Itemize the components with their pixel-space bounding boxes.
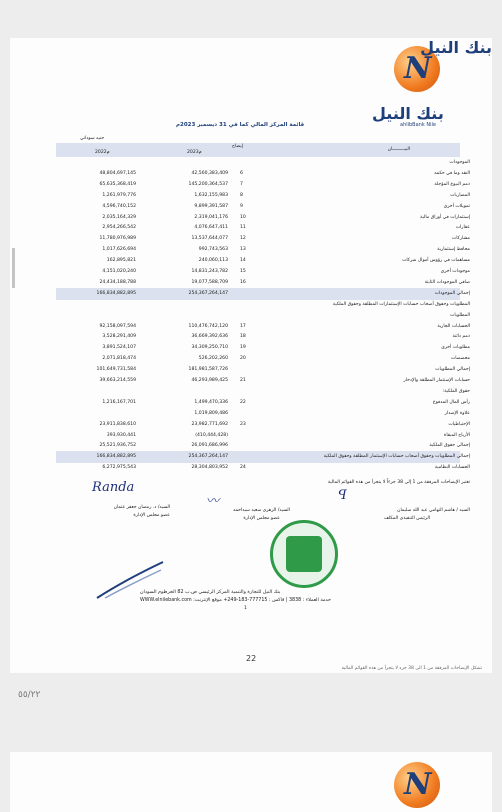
scrollbar-handle[interactable] xyxy=(12,248,15,288)
row-note: 12 xyxy=(240,236,246,241)
row-value-2023: 181,981,587,726 xyxy=(188,367,228,372)
row-value-2023: 1,632,155,983 xyxy=(194,193,228,198)
side-page-counter: ٥٥/٢٢ xyxy=(18,690,41,700)
row-label: الموجودات xyxy=(449,160,470,165)
row-value-2022: 39,663,214,559 xyxy=(99,378,136,383)
currency-note: جنيه سوداني xyxy=(80,136,105,141)
row-label: إجمالي المطلوبات xyxy=(435,367,470,372)
row-value-2023: 4,076,647,411 xyxy=(194,225,228,230)
row-label: ذمم البيوع المؤجلة xyxy=(434,182,470,187)
row-label: إجمالي المطلوبات وحقوق أصحاب حسابات الإستثمار المطلقة وحقوق الملكية xyxy=(323,454,470,459)
row-value-2022: 2,954,266,542 xyxy=(102,225,136,230)
row-value-2023: 254,367,264,147 xyxy=(188,291,228,296)
row-note: 10 xyxy=(240,215,246,220)
notes-line: تعتبر الإيضاحات المرفقة من 1 إلى 38 جزءاً لا يتجزأ من هذه القوائم المالية xyxy=(327,480,470,485)
row-note: 18 xyxy=(240,334,246,339)
row-value-2022: 48,804,697,145 xyxy=(99,171,136,176)
row-label: النقد وما في حكمه xyxy=(434,171,470,176)
row-value-2023: 36,669,392,636 xyxy=(191,334,228,339)
row-value-2023: 26,091,686,996 xyxy=(191,443,228,448)
row-value-2023: 254,367,264,147 xyxy=(188,454,228,459)
row-value-2022: 11,780,976,989 xyxy=(99,236,136,241)
row-label: الإحتياطيات xyxy=(448,422,470,427)
row-value-2022: 2,071,818,474 xyxy=(102,356,136,361)
row-value-2022: 1,261,979,776 xyxy=(102,193,136,198)
sig2-role: عضو مجلس الإدارة xyxy=(243,516,280,521)
row-value-2022: 3,528,291,409 xyxy=(102,334,136,339)
row-note: 23 xyxy=(240,422,246,427)
row-note: 20 xyxy=(240,356,246,361)
bank-name-ar: بنك النيل xyxy=(372,104,444,123)
row-value-2023: 992,743,563 xyxy=(198,247,228,252)
footer-line2: خدمة العملاء : 3838 | فاكس : 777715-183-249+ موقع الإنترنت: WWW.elnilebank.com xyxy=(140,598,332,603)
sig1-role: الرئيس التنفيذي المكلف xyxy=(384,516,430,521)
row-value-2022: 166,834,882,895 xyxy=(96,291,136,296)
footer-page-mark: 1 xyxy=(244,606,247,611)
row-value-2022: 25,521,936,752 xyxy=(99,443,136,448)
row-value-2023: 240,060,113 xyxy=(198,258,228,263)
col-2023-header: 2023م xyxy=(187,150,202,155)
row-value-2022: 4,151,020,240 xyxy=(102,269,136,274)
col-item-header: البيـــــــــان xyxy=(387,147,410,152)
row-value-2023: 42,560,383,409 xyxy=(191,171,228,176)
row-value-2023: 13,537,644,077 xyxy=(191,236,228,241)
row-label: الأرباح المبقاة xyxy=(443,433,470,438)
row-value-2023: 14,831,243,782 xyxy=(191,269,228,274)
bank-logo-icon: N xyxy=(394,46,440,92)
row-value-2022: 92,158,097,594 xyxy=(99,324,136,329)
sig1-name: السيد / هاشم التهامي عبد الله سليمان xyxy=(397,508,470,513)
row-label: مخصصات xyxy=(450,356,470,361)
row-value-2023: 2,319,041,176 xyxy=(194,215,228,220)
row-note: 8 xyxy=(240,193,243,198)
row-note: 24 xyxy=(240,465,246,470)
row-label: المطلوبات وحقوق أصحاب حسابات الإستثمارات المطلقة وحقوق الملكية xyxy=(332,302,470,307)
row-label: عقارات xyxy=(455,225,470,230)
col-note-header: إيضاح xyxy=(232,144,243,149)
row-value-2023: 9,899,391,587 xyxy=(194,204,228,209)
row-value-2023: 1,499,470,336 xyxy=(194,400,228,405)
row-value-2022: 6,272,975,543 xyxy=(102,465,136,470)
row-label: علاوة الإصدار xyxy=(444,411,470,416)
row-value-2022: 162,895,821 xyxy=(106,258,136,263)
sig3-name: السيد/ د. رمضان جعفر عثمان xyxy=(113,505,170,510)
row-value-2023: 145,200,364,537 xyxy=(188,182,228,187)
row-note: 15 xyxy=(240,269,246,274)
row-value-2022: 23,911,838,610 xyxy=(99,422,136,427)
col-2022-header: 2022م xyxy=(95,150,110,155)
row-value-2022: 393,930,441 xyxy=(106,433,136,438)
row-value-2022: 166,834,882,895 xyxy=(96,454,136,459)
row-value-2023: 1,019,809,486 xyxy=(194,411,228,416)
footer-line1: بنك النيل للتجارة والتنمية المركز الرئيسي ص.ب 82 الخرطوم السودان xyxy=(140,590,281,595)
page-number: 22 xyxy=(246,654,257,663)
row-note: 11 xyxy=(240,225,246,230)
row-value-2022: 3,891,524,107 xyxy=(102,345,136,350)
row-label: مساهمات في رؤوس أموال شركات xyxy=(402,258,470,263)
row-value-2023: 23,982,771,692 xyxy=(191,422,228,427)
row-note: 7 xyxy=(240,182,243,187)
signature-scribble-1: Randa xyxy=(92,480,135,495)
row-value-2023: 46,293,989,425 xyxy=(191,378,228,383)
official-stamp xyxy=(270,520,338,588)
bottom-note: تشكل الإيضاحات المرفقة من 1 الى 38 جزء لا يتجزأ من هذه القوائم المالية xyxy=(341,666,482,671)
bank-name: بنك النيل xyxy=(420,38,492,57)
row-value-2022: 2,035,164,329 xyxy=(102,215,136,220)
row-value-2022: 24,434,188,788 xyxy=(99,280,136,285)
signature-scribble-3: ꟼ xyxy=(338,488,347,503)
row-value-2022: 1,017,626,694 xyxy=(102,247,136,252)
row-value-2023: 110,476,742,120 xyxy=(188,324,228,329)
row-label: صافي الموجودات الثابتة xyxy=(424,280,470,285)
bank-name-en: ahlibBank Nile xyxy=(400,122,436,128)
row-value-2022: 65,635,368,419 xyxy=(99,182,136,187)
signature-scribble-2: 〰 xyxy=(206,494,220,509)
row-label: ذمم دائنة xyxy=(452,334,470,339)
row-note: 14 xyxy=(240,258,246,263)
row-value-2022: 101,649,731,584 xyxy=(96,367,136,372)
bank-logo-icon: N xyxy=(394,762,440,808)
row-note: 9 xyxy=(240,204,243,209)
row-value-2023: 19,077,588,709 xyxy=(191,280,228,285)
row-label: المطلوبات xyxy=(450,313,470,318)
row-value-2023: 34,309,250,710 xyxy=(191,345,228,350)
row-label: موجودات أخرى xyxy=(440,269,470,274)
row-value-2023: 526,202,260 xyxy=(198,356,228,361)
row-note: 21 xyxy=(240,378,246,383)
row-label: إجمالي حقوق الملكية xyxy=(429,443,470,448)
row-note: 13 xyxy=(240,247,246,252)
row-label: إجمالي الموجودات xyxy=(434,291,470,296)
row-label: مطلوبات أخرى xyxy=(441,345,470,350)
row-label: حقوق الملكية: xyxy=(442,389,470,394)
row-label: مشاركات xyxy=(451,236,470,241)
row-label: حسابات الإستثمار المطلقة والإدخار xyxy=(403,378,470,383)
row-value-2022: 1,216,167,701 xyxy=(102,400,136,405)
row-value-2023: (410,444,428) xyxy=(195,433,228,438)
row-note: 17 xyxy=(240,324,246,329)
row-label: رأس المال المدفوع xyxy=(432,400,470,405)
next-page-preview xyxy=(10,752,492,812)
row-label: تمويلات أخرى xyxy=(443,204,470,209)
row-value-2023: 28,304,803,952 xyxy=(191,465,228,470)
row-label: محافظ إستثمارية xyxy=(437,247,470,252)
row-label: الحسابات النظامية xyxy=(434,465,470,470)
row-value-2022: 4,596,740,152 xyxy=(102,204,136,209)
row-note: 22 xyxy=(240,400,246,405)
row-note: 19 xyxy=(240,345,246,350)
row-label: المضاربات xyxy=(450,193,470,198)
sig2-name: السيد/ الزهري سعيد سيداحمد xyxy=(233,508,290,513)
row-note: 16 xyxy=(240,280,246,285)
statement-title: قائمة المركز المالي كما في 31 ديسمبر 2023م xyxy=(176,122,305,128)
row-label: إستثمارات في أوراق مالية xyxy=(420,215,470,220)
row-label: الحسابات الجارية xyxy=(437,324,470,329)
sig3-role: عضو مجلس الإدارة xyxy=(133,513,170,518)
row-note: 6 xyxy=(240,171,243,176)
